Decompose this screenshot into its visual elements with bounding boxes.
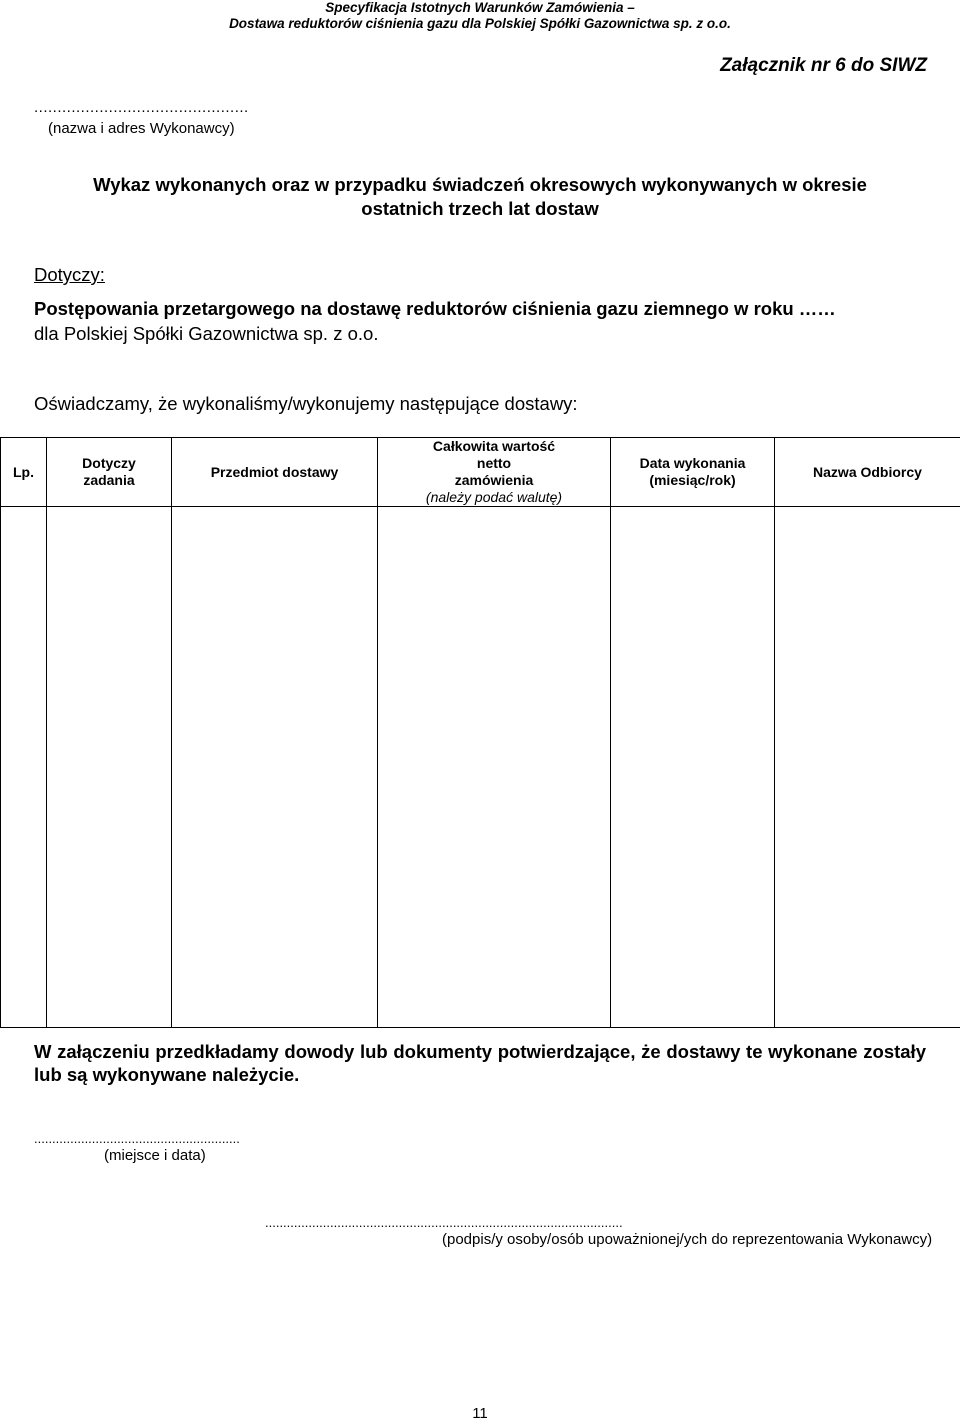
document-title-line2: ostatnich trzech lat dostaw [361, 198, 599, 219]
lp-label: Lp. [13, 463, 34, 480]
value-label-1: Całkowita wartość [432, 438, 556, 454]
cell-value[interactable] [378, 507, 611, 1028]
cell-task[interactable] [47, 507, 172, 1028]
date-label-2: (miesiąc/rok) [649, 472, 736, 488]
company-name: dla Polskiej Spółki Gazownictwa sp. z o.o. [34, 323, 379, 344]
cell-recipient[interactable] [775, 507, 960, 1028]
cell-date[interactable] [611, 507, 775, 1028]
value-currency-note: (należy podać walutę) [425, 489, 563, 505]
attachments-statement: W załączeniu przedkładamy dowody lub dokumenty potwierdzające, że dostawy te wykonane zostały lub są wykonywane należycie. [34, 1041, 926, 1085]
contractor-label: (nazwa i adres Wykonawcy) [48, 120, 235, 137]
value-label-2: netto [476, 455, 512, 471]
col-header-date [611, 438, 775, 507]
col-header-subject [172, 438, 378, 507]
header-spec-title: Specyfikacja Istotnych Warunków Zamówienia – [325, 0, 635, 15]
deliveries-table [0, 437, 960, 1028]
place-date-dotted-line: ......................................................... [34, 1131, 240, 1146]
statement-text: Oświadczamy, że wykonaliśmy/wykonujemy następujące dostawy: [34, 393, 578, 414]
page-number: 11 [472, 1405, 488, 1422]
recipient-label: Nazwa Odbiorcy [813, 463, 922, 480]
task-label-1: Dotyczy [82, 455, 136, 471]
header-delivery-title: Dostawa reduktorów ciśnienia gazu dla Polskiej Spółki Gazownictwa sp. z o.o. [229, 16, 731, 31]
contractor-dotted-line: .............................................. [34, 99, 249, 116]
proceeding-text: Postępowania przetargowego na dostawę reduktorów ciśnienia gazu ziemnego w roku …… [34, 298, 836, 319]
table-row [1, 507, 960, 1028]
signature-dotted-line: ................................................................................................... [265, 1215, 623, 1230]
document-title-line1: Wykaz wykonanych oraz w przypadku świadczeń okresowych wykonywanych w okresie [93, 174, 867, 195]
value-label-3: zamówienia [454, 472, 534, 488]
cell-subject[interactable] [172, 507, 378, 1028]
col-header-task [47, 438, 172, 507]
subject-label: Przedmiot dostawy [210, 463, 339, 480]
cell-lp[interactable] [1, 507, 47, 1028]
place-date-label: (miejsce i data) [104, 1147, 206, 1164]
proceeding-description [34, 298, 836, 320]
attachment-label: Załącznik nr 6 do SIWZ [720, 55, 927, 76]
col-header-lp [1, 438, 47, 507]
signature-label: (podpis/y osoby/osób upoważnionej/ych do reprezentowania Wykonawcy) [442, 1231, 933, 1248]
task-label-2: zadania [83, 472, 135, 488]
col-header-value [378, 438, 611, 507]
table-header-row [1, 438, 960, 507]
col-header-recipient [775, 438, 960, 507]
date-label-1: Data wykonania [639, 455, 746, 471]
concerns-label: Dotyczy: [34, 264, 105, 285]
